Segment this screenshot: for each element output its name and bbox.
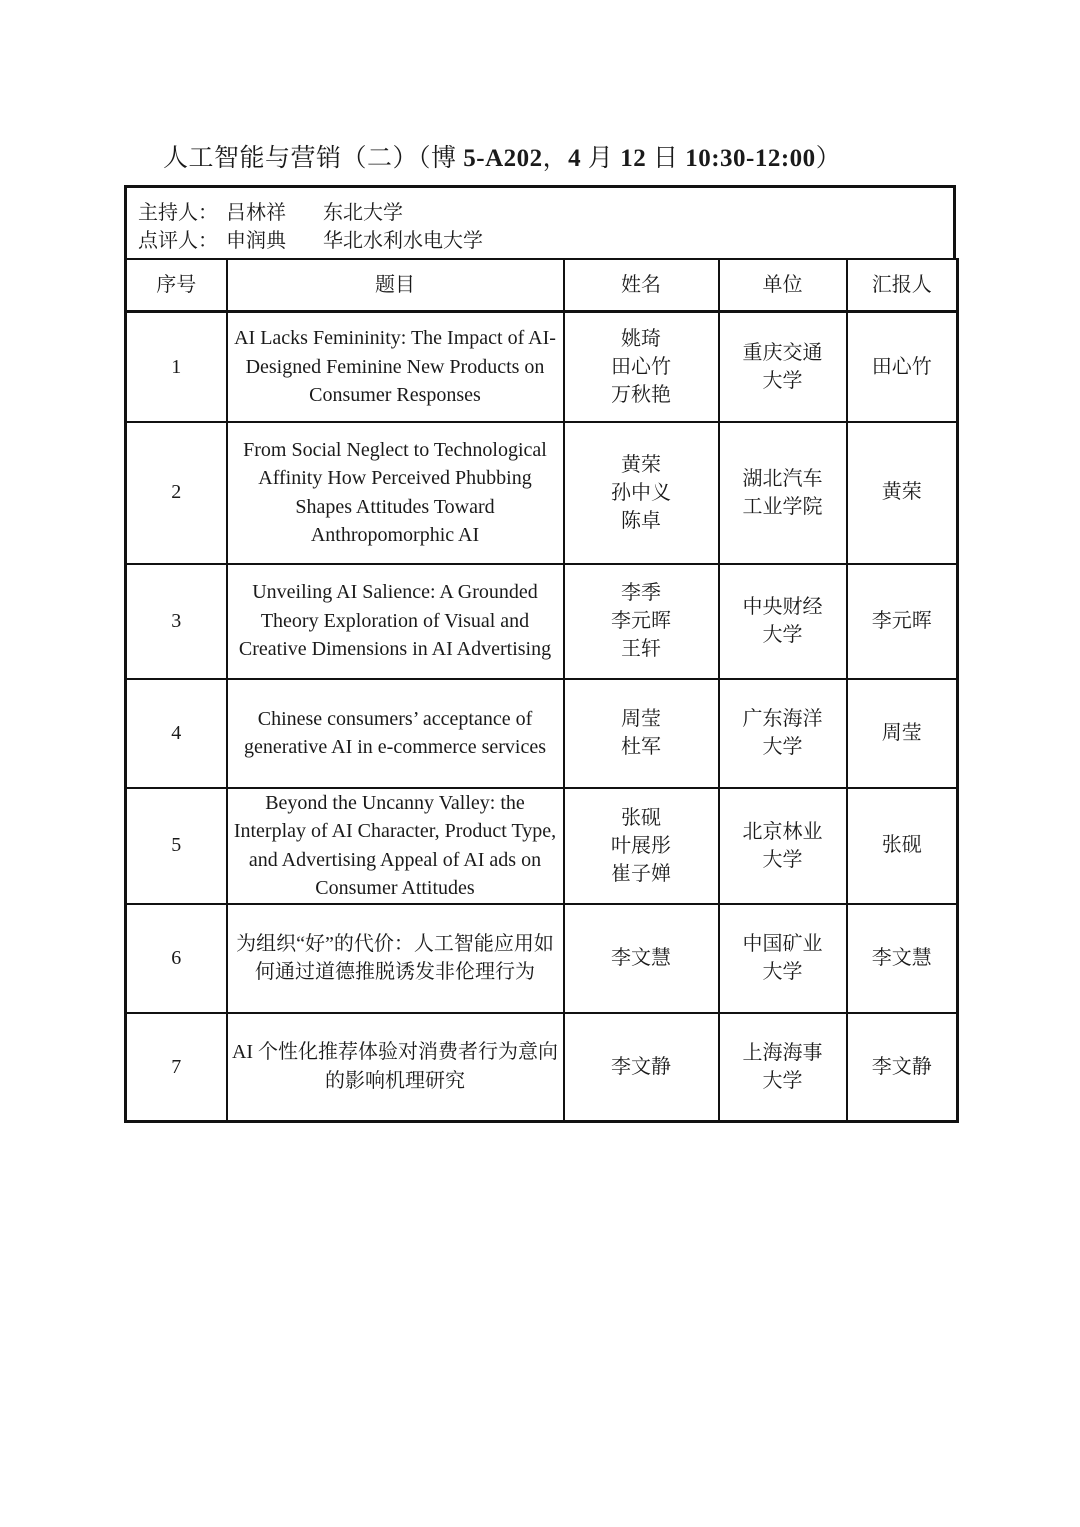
author-name: 黄荣 xyxy=(621,453,661,476)
title-day-unit: 日 xyxy=(646,145,686,172)
schedule-table xyxy=(124,258,959,1123)
affiliation-line: 大学 xyxy=(762,1069,803,1092)
author-list xyxy=(564,422,719,564)
row-number: 5 xyxy=(126,788,227,904)
presenter-name: 李元晖 xyxy=(847,564,958,679)
author-list xyxy=(564,904,719,1013)
paper-title: AI 个性化推荐体验对消费者行为意向的影响机理研究 xyxy=(227,1013,564,1122)
header-presenter: 汇报人 xyxy=(847,259,958,312)
title-suffix: ） xyxy=(815,145,842,172)
table-row xyxy=(126,422,958,564)
affiliation-line: 中国矿业 xyxy=(742,933,823,955)
session-title xyxy=(163,138,841,174)
affiliation-line: 湖北汽车 xyxy=(742,467,823,490)
table-row xyxy=(126,679,958,788)
discussant-affiliation: 华北水利水电大学 xyxy=(323,230,483,252)
affiliation-line: 工业学院 xyxy=(742,495,823,518)
affiliation-line: 中央财经 xyxy=(742,596,823,618)
presenter-name: 周莹 xyxy=(847,679,958,788)
affiliation-line: 上海海事 xyxy=(742,1041,823,1064)
author-list xyxy=(564,312,719,422)
author-name: 万秋艳 xyxy=(611,383,671,406)
discussant-line xyxy=(138,224,483,253)
presenter-name: 张砚 xyxy=(847,788,958,904)
paper-title: Chinese consumers’ acceptance of generative AI in e-commerce services xyxy=(227,679,564,788)
row-number: 6 xyxy=(126,904,227,1013)
discussant-role: 点评人： xyxy=(138,230,218,252)
paper-title: AI Lacks Femininity: The Impact of AI-Designed Feminine New Products on Consumer Responses xyxy=(227,312,564,422)
author-name: 李文静 xyxy=(611,1055,671,1078)
title-month-unit: 月 xyxy=(581,145,621,172)
moderator-role: 主持人： xyxy=(138,202,218,224)
affiliation xyxy=(719,788,847,904)
author-name: 田心竹 xyxy=(611,355,671,378)
moderator-name: 吕林祥 xyxy=(226,202,286,224)
author-name: 李季 xyxy=(621,582,661,604)
paper-title: From Social Neglect to Technological Affinity How Perceived Phubbing Shapes Attitudes Toward Anthropomorphic AI xyxy=(227,422,564,564)
moderator-affiliation: 东北大学 xyxy=(323,202,403,224)
affiliation xyxy=(719,422,847,564)
author-list xyxy=(564,564,719,679)
author-name: 崔子婵 xyxy=(611,862,671,885)
author-name: 杜军 xyxy=(621,736,661,758)
affiliation-line: 重庆交通 xyxy=(742,341,823,364)
header-number: 序号 xyxy=(126,259,227,312)
table-row xyxy=(126,312,958,422)
title-separator: ， xyxy=(542,145,569,172)
paper-title: 为组织“好”的代价：人工智能应用如何通过道德推脱诱发非伦理行为 xyxy=(227,904,564,1013)
author-name: 李文慧 xyxy=(611,947,671,969)
author-list xyxy=(564,788,719,904)
author-name: 李元晖 xyxy=(611,610,671,632)
author-name: 孙中义 xyxy=(611,481,671,504)
table-row xyxy=(126,1013,958,1122)
row-number: 7 xyxy=(126,1013,227,1122)
title-time: 10:30-12:00 xyxy=(685,145,816,172)
title-prefix: 人工智能与营销（二）（博 xyxy=(163,145,464,172)
presenter-name: 李文慧 xyxy=(847,904,958,1013)
author-name: 陈卓 xyxy=(621,509,661,532)
affiliation xyxy=(719,904,847,1013)
author-name: 张砚 xyxy=(621,806,661,829)
author-name: 王轩 xyxy=(621,638,661,660)
header-title: 题目 xyxy=(227,259,564,312)
affiliation-line: 大学 xyxy=(762,624,803,646)
title-month-number: 4 xyxy=(568,145,582,172)
header-unit: 单位 xyxy=(719,259,847,312)
affiliation-line: 大学 xyxy=(762,736,803,758)
title-room: 5-A202 xyxy=(463,145,543,172)
table-header-row xyxy=(126,259,958,312)
table-row xyxy=(126,904,958,1013)
author-list xyxy=(564,679,719,788)
table-row xyxy=(126,788,958,904)
affiliation-line: 广东海洋 xyxy=(742,708,823,730)
author-name: 周莹 xyxy=(621,708,661,730)
affiliation xyxy=(719,564,847,679)
affiliation-line: 大学 xyxy=(762,848,803,871)
affiliation-line: 大学 xyxy=(762,961,803,983)
affiliation-line: 北京林业 xyxy=(742,820,823,843)
title-day-number: 12 xyxy=(620,145,647,172)
affiliation xyxy=(719,312,847,422)
presenter-name: 田心竹 xyxy=(847,312,958,422)
row-number: 4 xyxy=(126,679,227,788)
row-number: 1 xyxy=(126,312,227,422)
affiliation xyxy=(719,679,847,788)
author-name: 姚琦 xyxy=(621,327,661,350)
paper-title: Beyond the Uncanny Valley: the Interplay of AI Character, Product Type, and Advertising Appeal of AI ads on Consumer Attitudes xyxy=(227,788,564,904)
presenter-name: 黄荣 xyxy=(847,422,958,564)
affiliation xyxy=(719,1013,847,1122)
presenter-name: 李文静 xyxy=(847,1013,958,1122)
affiliation-line: 大学 xyxy=(762,369,803,392)
author-list xyxy=(564,1013,719,1122)
header-name: 姓名 xyxy=(564,259,719,312)
table-row xyxy=(126,564,958,679)
author-name: 叶展彤 xyxy=(611,834,671,857)
moderator-line xyxy=(138,196,403,225)
discussant-name: 申润典 xyxy=(226,230,286,252)
host-info-box xyxy=(124,185,956,260)
paper-title: Unveiling AI Salience: A Grounded Theory Exploration of Visual and Creative Dimensions in AI Advertising xyxy=(227,564,564,679)
row-number: 3 xyxy=(126,564,227,679)
row-number: 2 xyxy=(126,422,227,564)
